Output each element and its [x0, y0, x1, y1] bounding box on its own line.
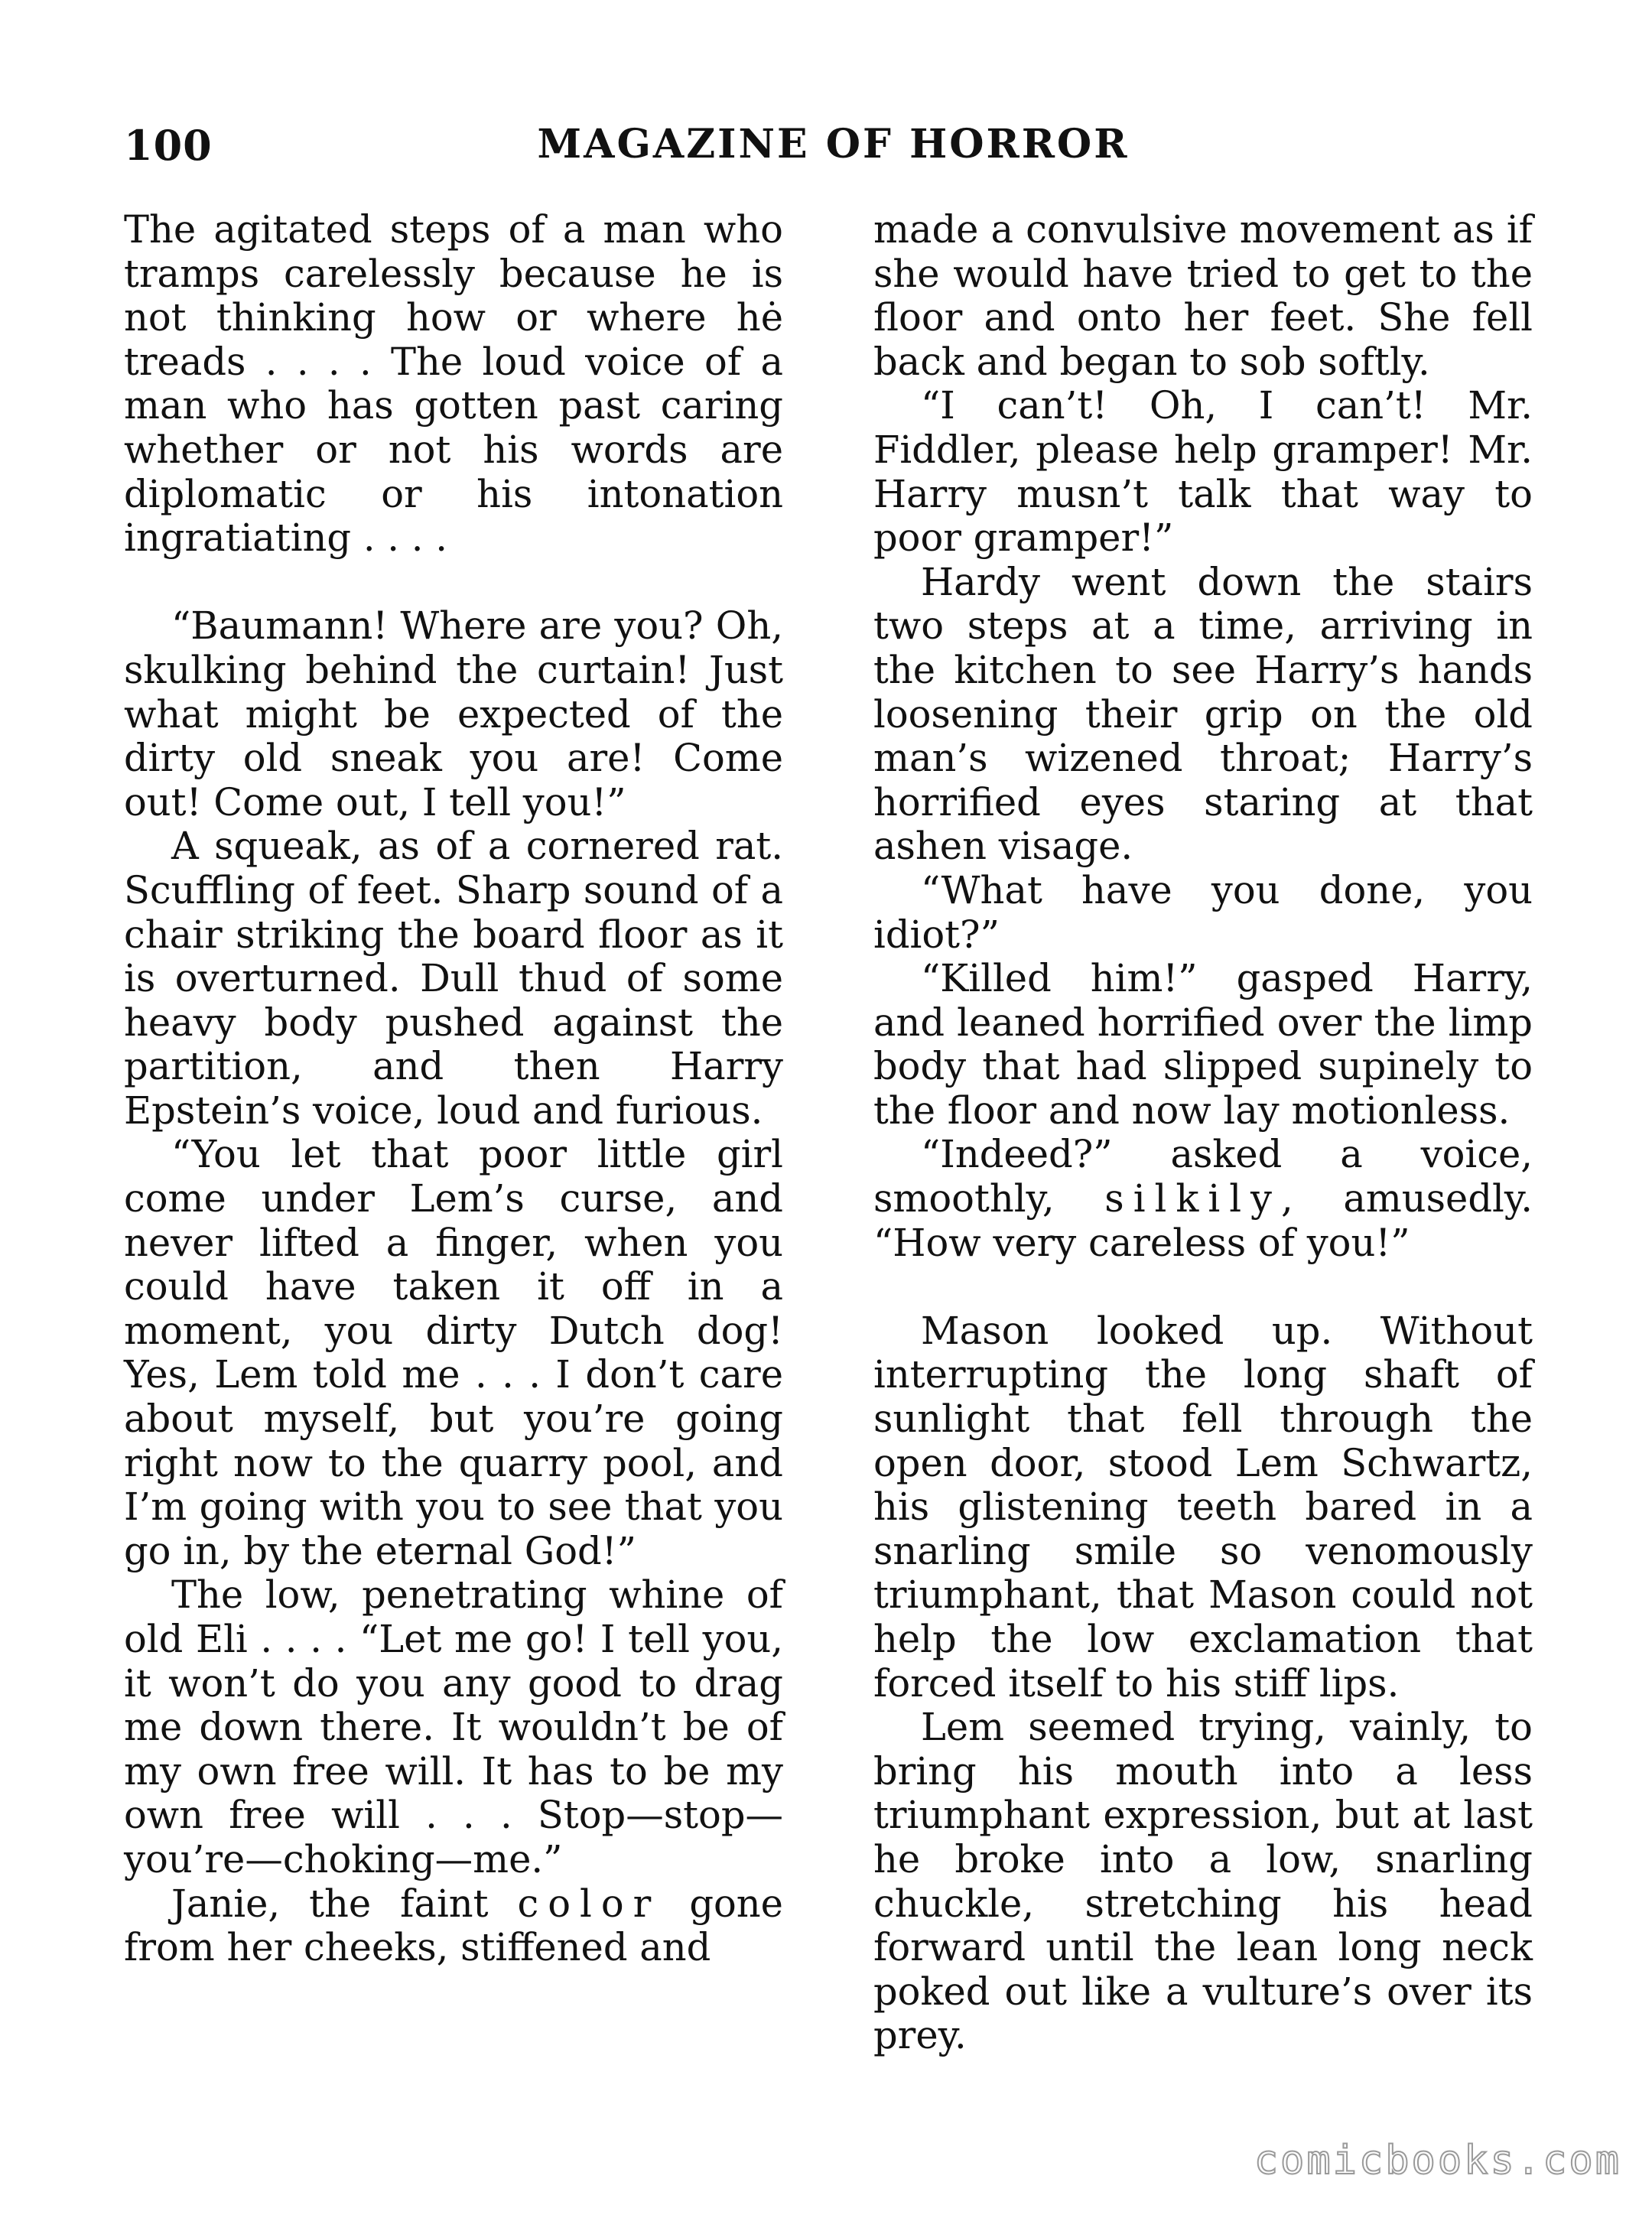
paragraph [873, 1133, 1533, 1265]
paragraph: made a convulsive movement as if she would have tried to get to the floor and onto her feet. She fell back and began to sob softly. [873, 207, 1533, 384]
paragraph: Mason looked up. Without interrupting the long shaft of sunlight that fell through the open door, stood Lem Schwartz, his glistening teeth bared in a snarling smile so venomously triumphant, that Mason could not help the low exclamation that forced itself to his stiff lips. [873, 1308, 1533, 1706]
watermark: comicbooks.com [1254, 2138, 1621, 2184]
left-column [124, 208, 783, 1970]
text-run: gone from her cheeks, stiffened and [124, 1881, 783, 1970]
right-column [873, 208, 1533, 2058]
paragraph: The agitated steps of a man who tramps carelessly because he is not thinking how or where hė treads . . . . The loud voice of a man who has gotten past caring whether or not his words are diplomatic or his intonation ingratiating . . . . [124, 207, 783, 561]
letterspaced-word: color [517, 1881, 661, 1926]
paragraph: A squeak, as of a cornered rat. Scuffling of feet. Sharp sound of a chair striking the board floor as it is overturned. Dull thud of some heavy body pushed against the partition, and then Harry Epstein’s voice, loud and furious. [124, 824, 783, 1133]
paragraph: Lem seemed trying, vainly, to bring his mouth into a less triumphant expression, but at last he broke into a low, snarling chuckle, stretching his head forward until the lean long neck poked out like a vulture’s over its prey. [873, 1705, 1533, 2058]
paragraph: “You let that poor little girl come under Lem’s curse, and never lifted a finger, when you could have taken it off in a moment, you dirty Dutch dog! Yes, Lem told me . . . I don’t care about myself, but you’re going right now to the quarry pool, and I’m going with you to see that you go in, by the eternal God!” [124, 1132, 783, 1573]
paragraph: “What have you done, you idiot?” [873, 867, 1533, 957]
text-run: “Indeed?” asked a voice, smoothly, [873, 1132, 1533, 1221]
paragraph [124, 1882, 783, 1970]
paragraph: “Baumann! Where are you? Oh, skulking behind the curtain! Just what might be expected of the dirty old sneak you are! Come out! Come out, I tell you!” [124, 603, 783, 824]
text-run: Janie, the faint [171, 1881, 518, 1926]
page-header [124, 121, 1543, 182]
running-title: MAGAZINE OF HORROR [537, 121, 1130, 167]
paragraph: Hardy went down the stairs two steps at a time, arriving in the kitchen to see Harry’s hands loosening their grip on the old man’s wizened throat; Harry’s horrified eyes staring at that ashen visage. [873, 559, 1533, 869]
paragraph: “I can’t! Oh, I can’t! Mr. Fiddler, please help gramper! Mr. Harry musn’t talk that way to poor gramper!” [873, 383, 1533, 561]
paragraph: “Killed him!” gasped Harry, and leaned horrified over the limp body that had slipped supinely to the floor and now lay motionless. [873, 956, 1533, 1133]
page-number: 100 [124, 121, 213, 170]
letterspaced-word: silkily [1104, 1176, 1281, 1221]
paragraph: The low, penetrating whine of old Eli . . . . “Let me go! I tell you, it won’t do you any good to drag me down there. It wouldn’t be of my own free will. It has to be my own free will . . . Stop—stop—you’re—choking—me.” [124, 1572, 783, 1881]
text-run: , amusedly. “How very careless of you!” [873, 1176, 1533, 1265]
